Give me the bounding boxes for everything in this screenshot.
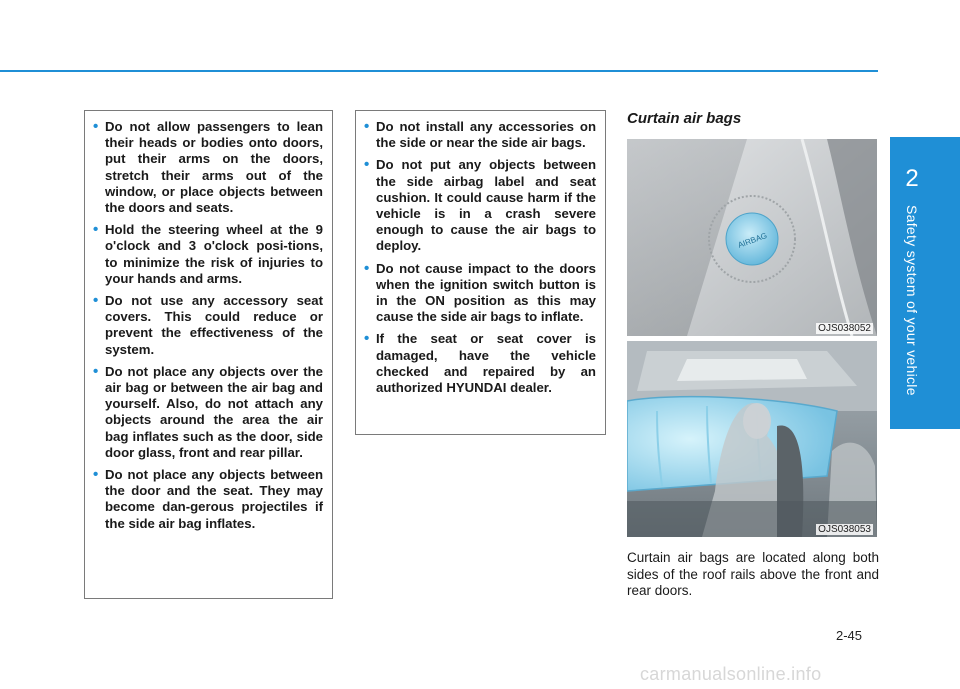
warning-item: • Do not install any accessories on the side or near the side air bags. xyxy=(376,119,596,151)
warning-list-left xyxy=(105,119,323,532)
chapter-number: 2 xyxy=(905,165,919,192)
curtain-illustration xyxy=(627,341,877,537)
pillar-illustration xyxy=(627,139,877,336)
chapter-title-wrap xyxy=(890,199,934,429)
figure-airbag-emblem xyxy=(627,139,877,336)
chapter-tab xyxy=(890,137,960,429)
section-body: Curtain air bags are located along both sides of the roof rails above the front and rear doors. xyxy=(627,550,879,598)
warning-item: • Do not place any objects over the air bag or between the air bag and yourself. Also, do not attach any objects around the area the air bag inflates such as the door, side door glass, front and rear pillar. xyxy=(105,364,323,461)
page-number: 2-45 xyxy=(836,628,863,643)
warning-item: • Do not allow passengers to lean their heads or bodies onto doors, put their arms on the doors, stretch their arms out of the window, or place objects between the doors and seats. xyxy=(105,119,323,216)
figure-code: OJS038053 xyxy=(818,524,871,535)
warning-box-middle xyxy=(355,110,606,435)
warning-item: • Do not put any objects between the side airbag label and seat cushion. It could cause harm if the vehicle is in a crash severe enough to cause the air bags to deploy. xyxy=(376,157,596,254)
figure-curtain-airbag xyxy=(627,341,877,537)
header-rule xyxy=(0,70,878,72)
figure-code: OJS038052 xyxy=(818,323,871,334)
airbag-emblem-text: AIRBAG xyxy=(736,231,769,250)
warning-item: • Do not place any objects between the door and the seat. They may become dan-gerous projectiles if the side air bag inflates. xyxy=(105,467,323,532)
warning-item: • Do not use any accessory seat covers. This could reduce or prevent the effectiveness of the system. xyxy=(105,293,323,358)
warning-item: • Do not cause impact to the doors when the ignition switch button is in the ON position as this may cause the side air bags to inflate. xyxy=(376,261,596,326)
warning-list-middle xyxy=(376,119,596,396)
warning-box-left xyxy=(84,110,333,599)
warning-item: • Hold the steering wheel at the 9 o'clock and 3 o'clock posi-tions, to minimize the risk of injuries to your hands and arms. xyxy=(105,222,323,287)
watermark: carmanualsonline.info xyxy=(640,664,822,684)
chapter-title: Safety system of your vehicle xyxy=(904,205,920,396)
warning-item: • If the seat or seat cover is damaged, have the vehicle checked and repaired by an authorized HYUNDAI dealer. xyxy=(376,331,596,396)
section-title: Curtain air bags xyxy=(627,110,742,127)
